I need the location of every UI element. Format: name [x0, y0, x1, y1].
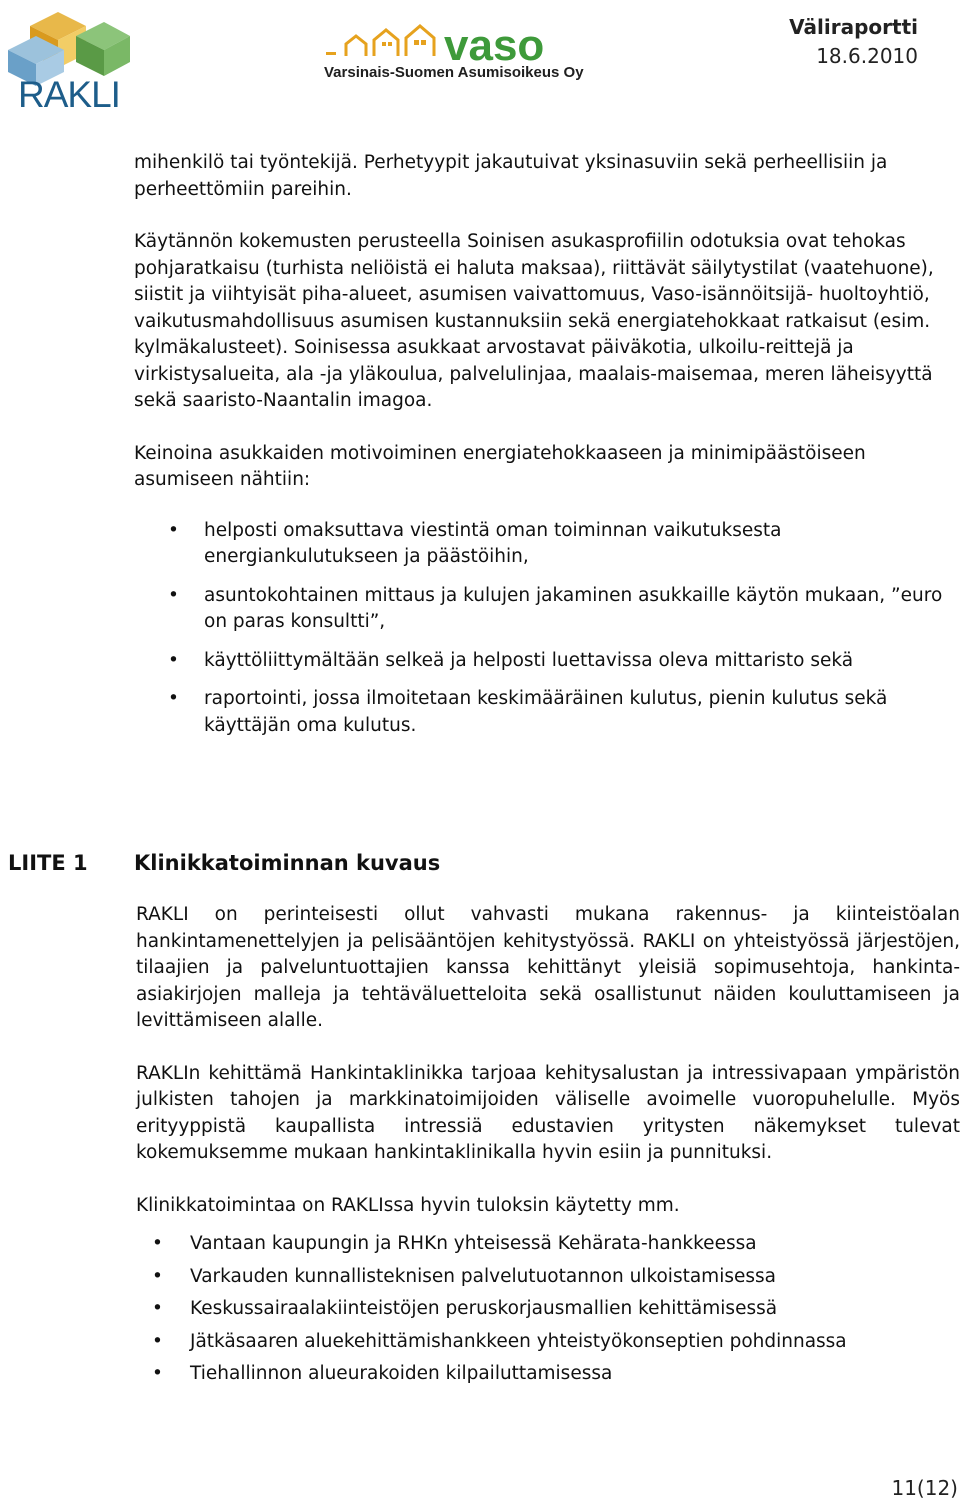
bullet-list	[136, 1231, 960, 1388]
rakli-logo-text: RAKLI	[18, 74, 120, 115]
page-header	[0, 0, 960, 130]
list-item: • Tiehallinnon alueurakoiden kilpailuttamisessa	[136, 1361, 960, 1388]
list-item: • Jätkäsaaren aluekehittämishankkeen yhteistyökonseptien pohdinnassa	[136, 1329, 960, 1356]
list-item: • asuntokohtainen mittaus ja kulujen jakaminen asukkaille käytön mukaan, ”euro on paras konsultti”,	[134, 583, 960, 636]
paragraph: RAKLI on perinteisesti ollut vahvasti mukana rakennus- ja kiinteistöalan hankintamenettelyjen ja pelisääntöjen kehitystyössä. RAKLI on yhteistyössä järjestöjen, tilaajien ja palveluntuottajien kanssa kehittänyt yleisiä sopimusehtoja, hankinta-asiakirjojen malleja ja tehtäväluetteloita sekä osallistunut näiden kouluttamiseen ja levittämiseen alalle.	[136, 904, 960, 1031]
list-item: • Varkauden kunnallisteknisen palvelutuotannon ulkoistamisessa	[136, 1264, 960, 1291]
list-item: • Keskussairaalakiinteistöjen peruskorjausmallien kehittämisessä	[136, 1296, 960, 1323]
appendix-body	[136, 902, 960, 1394]
list-item: • käyttöliittymältään selkeä ja helposti luettavissa oleva mittaristo sekä	[134, 648, 960, 675]
bullet-list	[134, 518, 960, 740]
list-item: • helposti omaksuttava viestintä oman toiminnan vaikutuksesta energiankulutukseen ja päästöihin,	[134, 518, 960, 571]
report-title: Väliraportti	[789, 15, 918, 39]
page-number: 11(12)	[891, 1476, 958, 1500]
paragraph: mihenkilö tai työntekijä. Perhetyypit jakautuivat yksinasuviin sekä perheellisiin ja perheettömiin pareihin.	[134, 152, 888, 200]
paragraph: Keinoina asukkaiden motivoiminen energiatehokkaaseen ja minimipäästöiseen asumiseen nähtiin:	[134, 442, 866, 490]
list-item: • raportointi, jossa ilmoitetaan keskimääräinen kulutus, pienin kulutus sekä käyttäjän oma kulutus.	[134, 686, 960, 739]
report-date: 18.6.2010	[816, 44, 918, 68]
vaso-logo-text: vaso	[444, 22, 545, 70]
paragraph: RAKLIn kehittämä Hankintaklinikka tarjoaa kehitysalustan ja intressivapaan ympäristön julkisten tahojen ja markkinatoimijoiden väliselle avoimelle vuoropuhelulle. Myös erityyppistä kaupallista intressiä edustavien yritysten näkemykset tulevat kokemuksemme mukaan hankintaklinikalla hyvin esiin ja punnituksi.	[136, 1062, 960, 1163]
list-item: • Vantaan kaupungin ja RHKn yhteisessä Kehärata-hankkeessa	[136, 1231, 960, 1258]
appendix-title: Klinikkatoiminnan kuvaus	[134, 851, 441, 875]
vaso-subtitle: Varsinais-Suomen Asumisoikeus Oy	[324, 64, 584, 81]
paragraph: Käytännön kokemusten perusteella Soinisen asukasprofiilin odotuksia ovat tehokas pohjaratkaisu (turhista neliöistä ei haluta maksaa), riittävät säilytystilat (vaatehuone), siistit ja viihtyisät piha-alueet, asumisen vaivattomuus, Vaso-isännöitsijä- huoltoyhtiö, vaikutusmahdollisuus asumisen kustannuksiin sekä energiatehokkaat ratkaisut (esim. kylmäkalusteet). Soinisessa asukkaat arvostavat päiväkotia, ulkoilu-reittejä ja virkistysalueita, ala -ja yläkoulua, palvelulinjaa, maalais-maisemaa, meren läheisyyttä sekä saaristo-Naantalin imagoa.	[134, 231, 934, 411]
section1-body	[134, 150, 960, 751]
paragraph: Klinikkatoimintaa on RAKLIssa hyvin tuloksin käytetty mm.	[136, 1194, 680, 1216]
appendix-label: LIITE 1	[8, 851, 88, 875]
